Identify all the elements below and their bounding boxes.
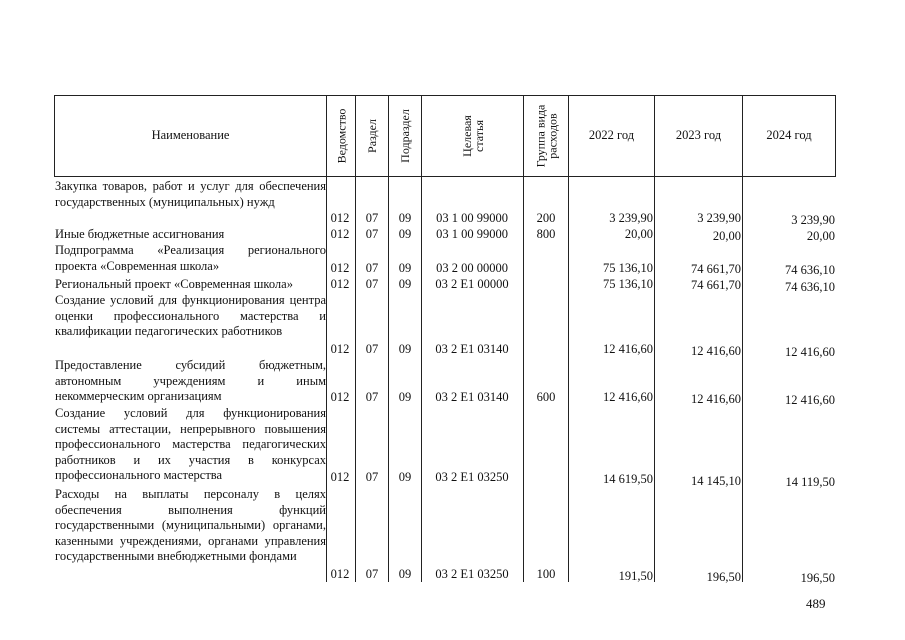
row-1-vedomstvo: 012 — [330, 227, 350, 241]
row-7-name: Расходы на выплаты персоналу в целях обеспечения выполнения функций государственными (муниципальными) органами, казенными учреждениями, органами управления государственными внебюджетными фондами — [55, 487, 326, 564]
row-1-podrazdel: 09 — [398, 227, 412, 241]
header-gruppa-vida-raskhodov: Группа вида расходов — [533, 104, 559, 167]
row-0-2022: 3 239,90 — [609, 211, 653, 225]
row-3-vedomstvo: 012 — [330, 277, 350, 291]
row-6-vedomstvo: 012 — [330, 470, 350, 484]
row-5-2023: 12 416,60 — [691, 392, 741, 406]
row-1-2024: 20,00 — [806, 229, 835, 243]
row-1-gruppa: 800 — [536, 227, 556, 241]
row-0-razdel: 07 — [365, 211, 379, 225]
row-4-name: Создание условий для функционирования центра оценки профессионального мастерства и квалификации педагогических работников — [55, 293, 326, 339]
row-2-name: Подпрограмма «Реализация регионального проекта «Современная школа» — [55, 243, 326, 273]
header-vedomstvo: Ведомство — [334, 108, 349, 163]
row-2-vedomstvo: 012 — [330, 261, 350, 275]
row-6-2023: 14 145,10 — [691, 474, 741, 488]
row-7-gruppa: 100 — [536, 567, 556, 581]
header-celevaya-statya: Целевая статья — [459, 114, 486, 157]
row-5-gruppa: 600 — [536, 390, 556, 404]
row-3-2023: 74 661,70 — [691, 278, 741, 292]
row-6-podrazdel: 09 — [398, 470, 412, 484]
row-3-2022: 75 136,10 — [603, 277, 653, 291]
row-5-podrazdel: 09 — [398, 390, 412, 404]
row-0-podrazdel: 09 — [398, 211, 412, 225]
row-1-razdel: 07 — [365, 227, 379, 241]
row-6-name: Создание условий для функционирования системы аттестации, непрерывного повышения профессионального мастерства педагогических работников и их участия в конкурсах профессионального мастерства — [55, 406, 326, 483]
header-podrazdel: Подраздел — [398, 108, 413, 163]
row-0-vedomstvo: 012 — [330, 211, 350, 225]
row-0-2024: 3 239,90 — [791, 213, 835, 227]
row-5-name: Предоставление субсидий бюджетным, автономным учреждениям и иным некоммерческим организациям — [55, 358, 326, 404]
row-4-podrazdel: 09 — [398, 342, 412, 356]
table-right-border — [835, 95, 836, 177]
row-1-name: Иные бюджетные ассигнования — [55, 227, 225, 241]
row-6-celevaya: 03 2 E1 03250 — [435, 470, 509, 484]
row-7-celevaya: 03 2 E1 03250 — [435, 567, 509, 581]
row-5-2022: 12 416,60 — [603, 390, 653, 404]
row-0-2023: 3 239,90 — [697, 211, 741, 225]
row-7-podrazdel: 09 — [398, 567, 412, 581]
header-razdel: Раздел — [365, 118, 380, 153]
row-6-razdel: 07 — [365, 470, 379, 484]
row-4-razdel: 07 — [365, 342, 379, 356]
header-name: Наименование — [151, 128, 230, 142]
row-3-razdel: 07 — [365, 277, 379, 291]
row-0-name: Закупка товаров, работ и услуг для обеспечения государственных (муниципальных) нужд — [55, 179, 326, 209]
row-7-2023: 196,50 — [706, 570, 741, 584]
header-2022: 2022 год — [588, 128, 635, 142]
row-7-vedomstvo: 012 — [330, 567, 350, 581]
row-5-celevaya: 03 2 E1 03140 — [435, 390, 509, 404]
row-2-2022: 75 136,10 — [603, 261, 653, 275]
row-1-celevaya: 03 1 00 99000 — [436, 227, 508, 241]
row-7-2022: 191,50 — [618, 569, 653, 583]
row-2-celevaya: 03 2 00 00000 — [436, 261, 508, 275]
row-5-2024: 12 416,60 — [785, 393, 835, 407]
row-4-vedomstvo: 012 — [330, 342, 350, 356]
row-6-2022: 14 619,50 — [603, 472, 653, 486]
row-3-celevaya: 03 2 E1 00000 — [435, 277, 509, 291]
row-7-2024: 196,50 — [800, 571, 835, 585]
row-2-2023: 74 661,70 — [691, 262, 741, 276]
row-4-celevaya: 03 2 E1 03140 — [435, 342, 509, 356]
row-0-gruppa: 200 — [536, 211, 556, 225]
row-1-2022: 20,00 — [624, 227, 653, 241]
row-5-razdel: 07 — [365, 390, 379, 404]
page-number: 489 — [806, 596, 826, 611]
header-2024: 2024 год — [766, 128, 812, 142]
row-4-2022: 12 416,60 — [603, 342, 653, 356]
row-6-2024: 14 119,50 — [785, 475, 835, 489]
row-2-podrazdel: 09 — [398, 261, 412, 275]
row-3-podrazdel: 09 — [398, 277, 412, 291]
header-bottom-border — [54, 176, 836, 177]
row-4-2023: 12 416,60 — [691, 344, 741, 358]
row-3-name: Региональный проект «Современная школа» — [55, 277, 293, 291]
row-7-razdel: 07 — [365, 567, 379, 581]
row-0-celevaya: 03 1 00 99000 — [436, 211, 508, 225]
row-1-2023: 20,00 — [712, 229, 741, 243]
header-2023: 2023 год — [675, 128, 722, 142]
row-2-2024: 74 636,10 — [785, 263, 835, 277]
row-2-razdel: 07 — [365, 261, 379, 275]
row-5-vedomstvo: 012 — [330, 390, 350, 404]
row-3-2024: 74 636,10 — [785, 280, 835, 294]
row-4-2024: 12 416,60 — [785, 345, 835, 359]
